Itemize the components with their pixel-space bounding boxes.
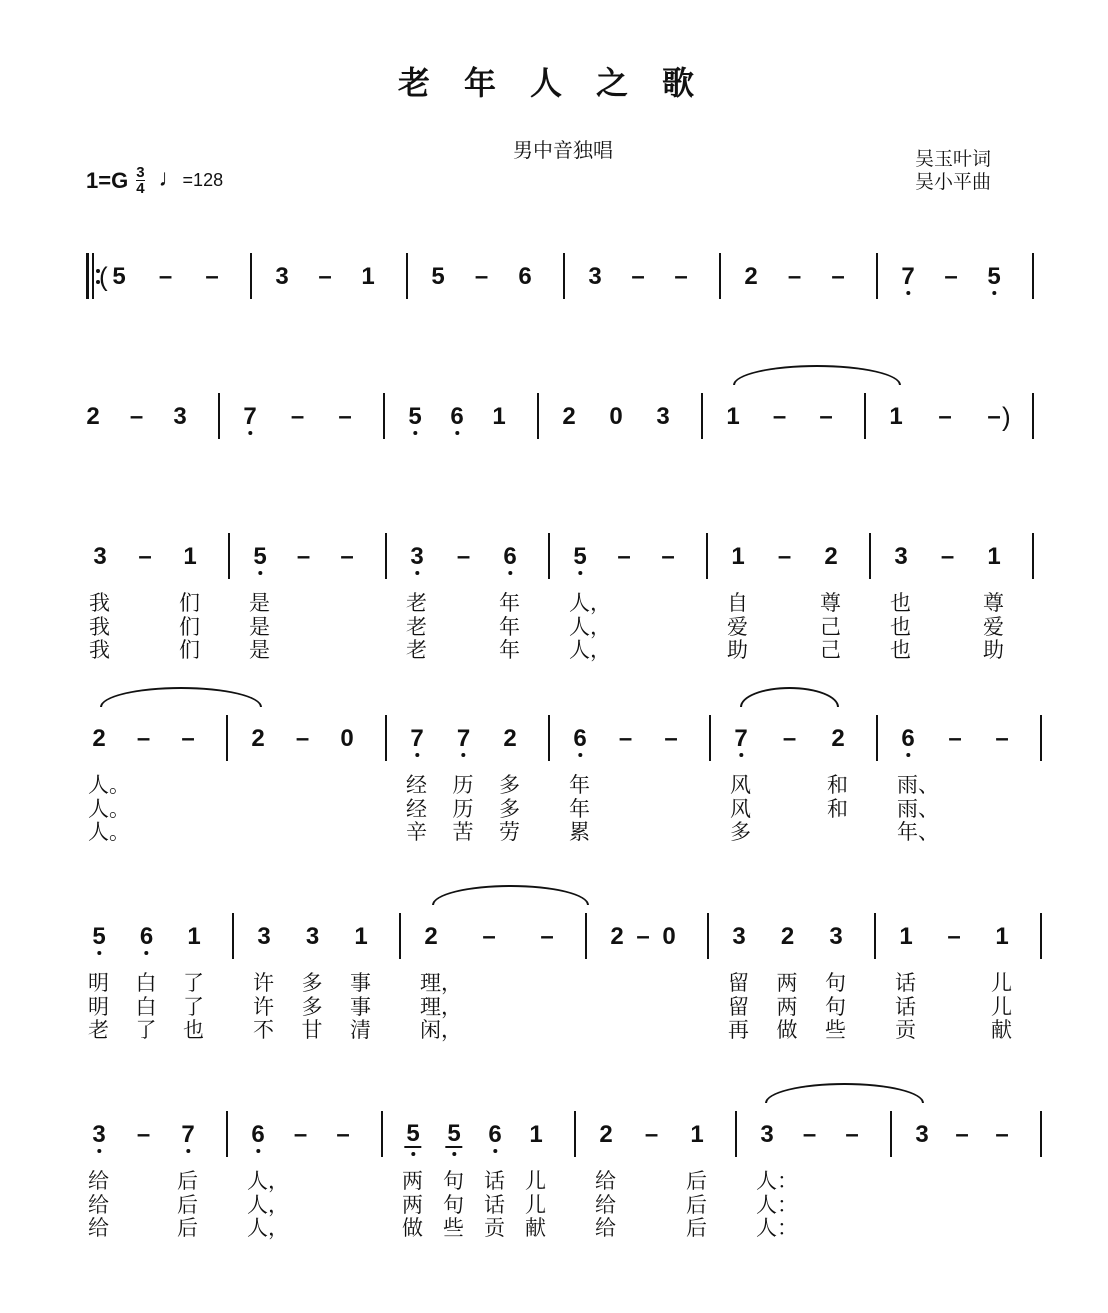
lyric-syllable: 事: [350, 994, 371, 1019]
dash: –: [136, 725, 151, 752]
dash: –: [318, 263, 332, 290]
note: 1: [726, 403, 740, 430]
note: 1: [492, 403, 506, 430]
barline: [383, 393, 385, 439]
lyric-syllable: 爱: [727, 614, 748, 639]
lyric-syllable: 话: [484, 1192, 505, 1217]
tie-slur: [100, 687, 262, 707]
lyric-syllable: 了: [183, 994, 204, 1019]
dash: –: [205, 263, 219, 290]
barline: [548, 715, 550, 761]
barline: [890, 1111, 892, 1157]
lyric-syllable: 给: [595, 1216, 616, 1240]
lyric-syllable: 己: [820, 614, 841, 639]
note: 5: [987, 263, 1001, 290]
barline: [1032, 533, 1034, 579]
dash: –: [293, 1121, 308, 1148]
lyric-syllable: 人：: [756, 1216, 798, 1240]
barline: [709, 715, 711, 761]
dash: –: [845, 1121, 859, 1148]
lyric-syllable: 两: [402, 1192, 423, 1217]
lyric-syllable: 理，: [420, 994, 462, 1019]
lyric-syllable: 人：: [756, 1192, 798, 1217]
note: 1: [529, 1121, 543, 1148]
lyric-syllable: 人：: [756, 1169, 798, 1193]
lyric-syllable: 是: [249, 638, 270, 662]
note: 1: [731, 543, 745, 570]
note: 2: [424, 923, 438, 950]
quarter-note-icon: ♩: [158, 164, 183, 192]
lyric-syllable: 人，: [247, 1216, 289, 1240]
lyric-syllable: 历: [452, 796, 474, 821]
song-title: 老年人之歌: [397, 64, 728, 102]
lyric-syllable: 辛: [406, 820, 427, 844]
note: 2: [610, 923, 624, 950]
lyric-syllable: 明: [88, 971, 109, 995]
barline: [548, 533, 550, 579]
dash: –: [136, 1121, 151, 1148]
lyric-syllable: 也: [890, 614, 911, 639]
dash: –: [482, 923, 496, 950]
time-signature: $\frac{3}{4}$: [136, 164, 145, 197]
note: 7: [901, 263, 915, 290]
lyric-syllable: 年: [499, 614, 520, 639]
barline: [228, 533, 230, 579]
dash: –: [644, 1121, 659, 1148]
lyric-syllable: 是: [249, 614, 270, 639]
note: 5: [408, 403, 422, 430]
lyric-syllable: 风: [730, 796, 751, 821]
barline: [250, 253, 252, 299]
lyric-syllable: 自: [727, 591, 748, 615]
lyric-syllable: 留: [728, 971, 749, 995]
note: 3: [257, 923, 271, 950]
note: 1: [183, 543, 197, 570]
dash: –: [772, 403, 787, 430]
barline: [869, 533, 871, 579]
barline: [1032, 393, 1034, 439]
note: 2: [824, 543, 838, 570]
dash: –: [987, 403, 1001, 430]
note: 7: [243, 403, 257, 430]
lyric-syllable: 年、: [897, 820, 939, 844]
lyric-syllable: 闲，: [420, 1018, 462, 1042]
lyric-syllable: 老: [406, 638, 427, 662]
lyric-syllable: 经: [406, 796, 427, 821]
lyric-syllable: 两: [402, 1169, 423, 1193]
dash: –: [631, 263, 645, 290]
lyric-syllable: 人。: [88, 820, 130, 844]
lyric-syllable: 白: [135, 971, 157, 995]
lyric-syllable: 后: [177, 1192, 198, 1217]
note: 7: [456, 725, 471, 752]
note: 3: [93, 543, 107, 570]
lyric-syllable: 贡: [484, 1216, 505, 1240]
lyric-syllable: 是: [249, 591, 270, 615]
lyric-syllable: 年: [499, 591, 520, 615]
lyric-syllable: 些: [825, 1018, 846, 1042]
barline: [385, 533, 387, 579]
rest: 0: [340, 725, 354, 752]
dash: –: [995, 1121, 1009, 1148]
dash: –: [129, 403, 144, 430]
note: 3: [410, 543, 424, 570]
note: 5: [406, 1120, 420, 1147]
dash: –: [295, 725, 310, 752]
lyric-syllable: 和: [827, 773, 848, 797]
lyric-syllable: 给: [88, 1192, 109, 1217]
lyric-syllable: 做: [776, 1018, 798, 1042]
lyric-syllable: 多: [499, 796, 520, 821]
lyric-syllable: 儿: [991, 971, 1012, 995]
dash: –: [948, 725, 962, 752]
dash: –: [782, 725, 797, 752]
note: 2: [86, 403, 100, 430]
note: 1: [354, 923, 368, 950]
note: 7: [734, 725, 748, 752]
barline: [399, 913, 401, 959]
barline: [585, 913, 587, 959]
lyric-syllable: 话: [484, 1169, 505, 1193]
dash: –: [181, 725, 195, 752]
note: 2: [780, 923, 795, 950]
lyric-syllable: 多: [301, 994, 323, 1019]
barline: [381, 1111, 383, 1157]
lyric-syllable: 儿: [991, 994, 1012, 1019]
dash: –: [940, 543, 955, 570]
lyric-syllable: 多: [499, 773, 520, 797]
tempo-marking: =128: [182, 170, 224, 190]
lyric-syllable: 风: [730, 773, 751, 797]
barline: [1040, 715, 1042, 761]
repeat-start-barline: [92, 253, 94, 299]
lyric-syllable: 句: [825, 971, 846, 995]
lyric-syllable: 老: [406, 614, 427, 639]
dash: –: [947, 923, 961, 950]
note: 2: [251, 725, 265, 752]
lyric-syllable: 人。: [88, 773, 130, 797]
lyric-syllable: 给: [595, 1169, 616, 1193]
lyric-syllable: 人，: [569, 591, 611, 615]
note: 6: [901, 725, 915, 752]
barline: [218, 393, 220, 439]
lyric-syllable: 老: [88, 1018, 109, 1042]
rest: 0: [609, 403, 623, 430]
lyric-syllable: 人，: [569, 638, 611, 662]
lyric-syllable: 后: [686, 1192, 707, 1217]
note: 6: [503, 543, 517, 570]
lyric-syllable: 事: [350, 971, 371, 995]
note: 5: [431, 263, 445, 290]
lyric-syllable: 明: [88, 994, 109, 1019]
barline: [1032, 253, 1034, 299]
close-parenthesis: ): [1002, 401, 1011, 432]
lyric-syllable: 助: [727, 638, 748, 662]
note: 6: [573, 725, 587, 752]
lyric-syllable: 甘: [301, 1018, 323, 1042]
lyric-syllable: 许: [253, 994, 274, 1019]
note: 7: [410, 725, 424, 752]
lyric-syllable: 们: [179, 614, 200, 639]
note: 3: [760, 1121, 774, 1148]
lyric-syllable: 年: [499, 638, 520, 662]
note: 3: [275, 263, 289, 290]
lyric-syllable: 爱: [983, 614, 1004, 639]
lyric-syllable: 劳: [499, 820, 520, 844]
lyric-syllable: 苦: [452, 820, 474, 844]
barline: [876, 253, 878, 299]
dash: –: [618, 725, 633, 752]
note: 2: [599, 1121, 613, 1148]
dash: –: [636, 923, 650, 950]
open-parenthesis: (: [99, 261, 108, 292]
lyric-syllable: 雨、: [897, 773, 939, 797]
note: 2: [92, 725, 106, 752]
note: 3: [588, 263, 602, 290]
note: 3: [173, 403, 187, 430]
tie-slur: [765, 1083, 924, 1103]
lyric-syllable: 句: [825, 994, 846, 1019]
lyric-syllable: 了: [135, 1018, 157, 1042]
lyric-syllable: 尊: [820, 591, 841, 615]
dash: –: [661, 543, 675, 570]
dash: –: [787, 263, 802, 290]
lyric-syllable: 留: [728, 994, 749, 1019]
dash: –: [290, 403, 305, 430]
lyric-syllable: 不: [253, 1018, 274, 1042]
performance-type: 男中音独唱: [513, 138, 613, 162]
note: 3: [656, 403, 670, 430]
note: 5: [112, 263, 126, 290]
note: 5: [447, 1120, 461, 1147]
composer: 吴小平曲: [915, 171, 992, 193]
dash: –: [995, 725, 1009, 752]
barline: [1040, 1111, 1042, 1157]
note: 3: [915, 1121, 929, 1148]
lyric-syllable: 献: [525, 1216, 546, 1240]
dash: –: [540, 923, 554, 950]
dash: –: [617, 543, 631, 570]
barline: [226, 715, 228, 761]
lyric-syllable: 老: [406, 591, 427, 615]
rest: 0: [662, 923, 676, 950]
lyric-syllable: 经: [406, 773, 427, 797]
lyric-syllable: 两: [776, 971, 798, 995]
lyric-syllable: 我: [89, 614, 110, 639]
key-signature-block: [86, 165, 223, 196]
lyric-syllable: 多: [301, 971, 323, 995]
note: 1: [899, 923, 913, 950]
lyric-syllable: 给: [88, 1216, 109, 1240]
lyric-syllable: 儿: [525, 1169, 546, 1193]
note: 2: [744, 263, 758, 290]
lyricist: 吴玉叶词: [915, 148, 992, 170]
dash: –: [474, 263, 489, 290]
note: 2: [503, 725, 517, 752]
dash: –: [802, 1121, 817, 1148]
lyric-syllable: 也: [890, 638, 911, 662]
lyric-syllable: 话: [895, 971, 916, 995]
lyric-syllable: 给: [595, 1192, 616, 1217]
note: 2: [831, 725, 845, 752]
lyric-syllable: 儿: [525, 1192, 546, 1217]
lyric-syllable: 句: [443, 1169, 464, 1193]
note: 7: [181, 1121, 195, 1148]
note: 6: [518, 263, 532, 290]
dash: –: [938, 403, 952, 430]
note: 6: [139, 923, 154, 950]
lyric-syllable: 人，: [247, 1192, 289, 1217]
barline: [563, 253, 565, 299]
lyric-syllable: 我: [89, 638, 110, 662]
lyric-syllable: 们: [179, 591, 200, 615]
dash: –: [944, 263, 958, 290]
note: 1: [361, 263, 375, 290]
note: 3: [894, 543, 908, 570]
dash: –: [456, 543, 471, 570]
lyric-syllable: 己: [820, 638, 841, 662]
dash: –: [340, 543, 354, 570]
note: 1: [187, 923, 201, 950]
lyric-syllable: 和: [827, 796, 848, 821]
note: 5: [573, 543, 587, 570]
lyric-syllable: 助: [983, 638, 1004, 662]
note: 3: [829, 923, 843, 950]
dash: –: [664, 725, 678, 752]
barline: [735, 1111, 737, 1157]
lyric-syllable: 年: [569, 796, 590, 821]
barline: [537, 393, 539, 439]
note: 1: [995, 923, 1009, 950]
note: 1: [987, 543, 1001, 570]
lyric-syllable: 年: [569, 773, 590, 797]
lyric-syllable: 多: [730, 820, 751, 844]
lyric-syllable: 人，: [247, 1169, 289, 1193]
note: 6: [450, 403, 464, 430]
barline: [701, 393, 703, 439]
lyric-syllable: 再: [728, 1018, 749, 1042]
lyric-syllable: 尊: [983, 591, 1004, 615]
lyric-syllable: 句: [443, 1192, 464, 1217]
lyric-syllable: 后: [177, 1216, 198, 1240]
dash: –: [338, 403, 352, 430]
barline: [406, 253, 408, 299]
dash: –: [158, 263, 173, 290]
note: 5: [92, 923, 106, 950]
note: 5: [253, 543, 267, 570]
lyric-syllable: 也: [183, 1018, 204, 1042]
lyric-syllable: 历: [452, 773, 474, 797]
key-signature: 1=G: [86, 167, 129, 193]
lyric-syllable: 人。: [88, 796, 130, 821]
barline: [707, 913, 709, 959]
lyric-syllable: 理，: [420, 971, 462, 995]
lyric-syllable: 我: [89, 591, 110, 615]
lyric-syllable: 清: [350, 1018, 371, 1042]
barline: [226, 1111, 228, 1157]
note: 3: [92, 1121, 106, 1148]
note: 3: [305, 923, 320, 950]
lyric-syllable: 后: [686, 1169, 707, 1193]
lyric-syllable: 白: [135, 994, 157, 1019]
lyric-syllable: 们: [179, 638, 200, 662]
barline: [876, 715, 878, 761]
lyric-syllable: 也: [890, 591, 911, 615]
dash: –: [955, 1121, 969, 1148]
lyric-syllable: 些: [443, 1216, 464, 1240]
barline: [874, 913, 876, 959]
note: 3: [732, 923, 746, 950]
barline: [385, 715, 387, 761]
repeat-start-barline: [86, 253, 89, 299]
lyric-syllable: 献: [991, 1018, 1012, 1042]
lyric-syllable: 后: [177, 1169, 198, 1193]
lyric-syllable: 许: [253, 971, 274, 995]
lyric-syllable: 做: [402, 1216, 423, 1240]
lyric-syllable: 人，: [569, 614, 611, 639]
dash: –: [831, 263, 845, 290]
note: 6: [488, 1121, 502, 1148]
note: 6: [251, 1121, 265, 1148]
dash: –: [674, 263, 688, 290]
barline: [232, 913, 234, 959]
tie-slur: [733, 365, 901, 385]
lyric-syllable: 后: [686, 1216, 707, 1240]
note: 1: [889, 403, 903, 430]
dash: –: [819, 403, 833, 430]
lyric-syllable: 了: [183, 971, 204, 995]
tie-slur: [740, 687, 839, 707]
dash: –: [777, 543, 792, 570]
lyric-syllable: 雨、: [897, 796, 939, 821]
dash: –: [296, 543, 311, 570]
barline: [1040, 913, 1042, 959]
barline: [574, 1111, 576, 1157]
barline: [719, 253, 721, 299]
dash: –: [138, 543, 152, 570]
lyric-syllable: 两: [776, 994, 798, 1019]
lyric-syllable: 累: [569, 820, 590, 844]
lyric-syllable: 话: [895, 994, 916, 1019]
dash: –: [336, 1121, 350, 1148]
credits: [915, 148, 991, 194]
barline: [864, 393, 866, 439]
tie-slur: [432, 885, 589, 905]
lyric-syllable: 贡: [895, 1018, 916, 1042]
note: 1: [690, 1121, 704, 1148]
barline: [706, 533, 708, 579]
lyric-syllable: 给: [88, 1169, 109, 1193]
note: 2: [562, 403, 576, 430]
